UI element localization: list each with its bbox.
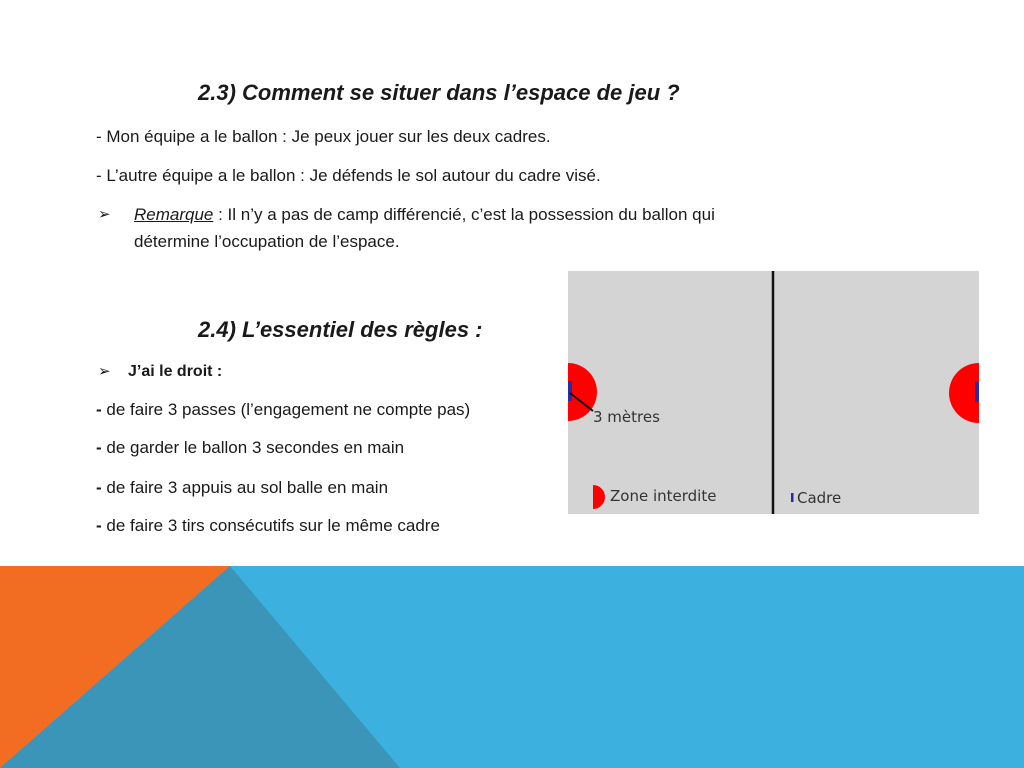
arrow-bullet-icon: ➢ xyxy=(98,363,111,380)
right-zone-circle xyxy=(949,363,979,423)
rule-item-2 xyxy=(96,438,404,458)
rule-dash: - xyxy=(96,438,102,457)
rule-item-4 xyxy=(96,516,440,536)
distance-label: 3 mètres xyxy=(593,408,660,426)
rule-dash: - xyxy=(96,478,102,497)
zone-legend-label: Zone interdite xyxy=(610,487,717,505)
field-diagram xyxy=(568,271,979,514)
rule-dash: - xyxy=(96,400,102,419)
remark-text-1: : Il n’y a pas de camp différencié, c’est la possession du ballon qui xyxy=(213,205,715,224)
rule-item-3 xyxy=(96,478,388,498)
legend-frame-icon xyxy=(791,493,794,502)
right-frame-icon xyxy=(975,382,979,402)
rights-subheading: J’ai le droit : xyxy=(128,363,223,380)
rule-dash: - xyxy=(96,516,102,535)
rule-item-1 xyxy=(96,400,470,420)
arrow-bullet-icon: ➢ xyxy=(98,206,111,223)
field-diagram-svg xyxy=(568,271,979,514)
rule-text: de faire 3 tirs consécutifs sur le même cadre xyxy=(101,516,440,535)
section-23-title: 2.3) Comment se situer dans l’espace de jeu ? xyxy=(198,80,680,105)
section-23-line-2: - L’autre équipe a le ballon : Je défends le sol autour du cadre visé. xyxy=(96,166,601,185)
footer-decoration xyxy=(0,566,1024,768)
left-frame-icon xyxy=(568,381,572,401)
rule-text: de faire 3 appuis au sol balle en main xyxy=(101,478,389,497)
rule-text: de garder le ballon 3 secondes en main xyxy=(101,438,405,457)
frame-legend-label: Cadre xyxy=(797,489,842,507)
legend-zone-icon xyxy=(593,485,605,509)
rule-text: de faire 3 passes (l’engagement ne compte pas) xyxy=(101,400,471,419)
remark-line-2: détermine l’occupation de l’espace. xyxy=(134,232,400,251)
section-23-line-1: - Mon équipe a le ballon : Je peux jouer sur les deux cadres. xyxy=(96,127,551,146)
section-24-title: 2.4) L’essentiel des règles : xyxy=(198,317,483,342)
remark-line-1 xyxy=(134,205,715,225)
remark-label: Remarque xyxy=(134,205,214,224)
